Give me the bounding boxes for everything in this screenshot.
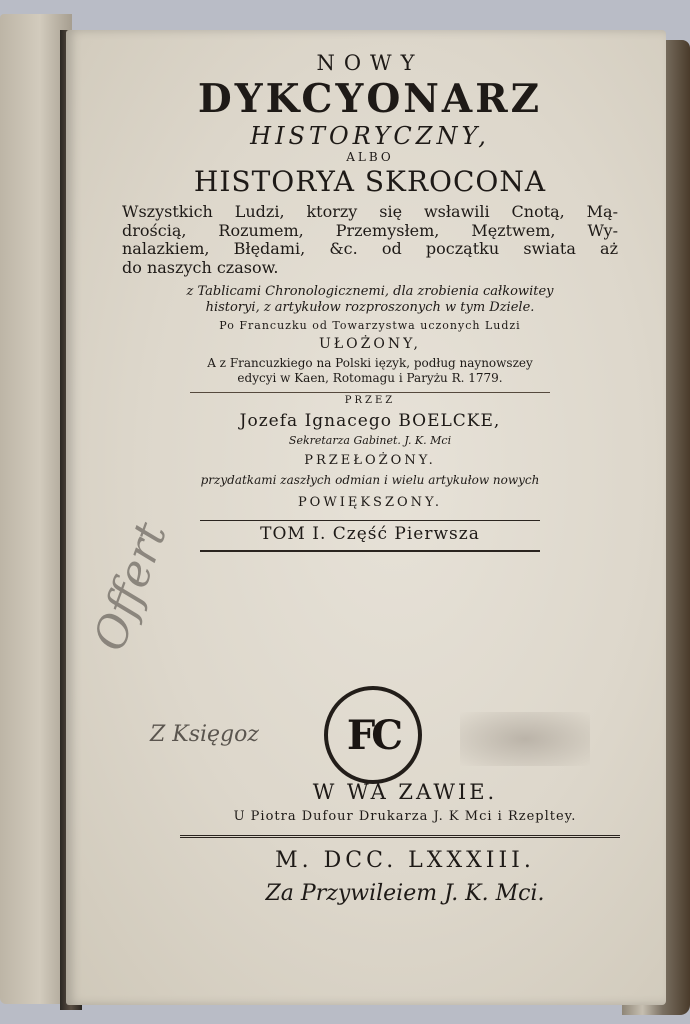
additions-line: przydatkami zaszłych odmian i wielu artykułow nowych [200,473,540,488]
translation-line: A z Francuzkiego na Polski ięzyk, podług naynowszey [207,356,533,371]
tables-note-line: historyi, z artykułow rozproszonych w tym Dziele. [205,299,535,315]
title-block [110,52,630,552]
description-line: Wszystkich Ludzi, ktorzy się wsławili Cnotą, Mą- [122,201,618,221]
przelozony-line: PRZEŁOŻONY. [304,452,436,468]
ornament-rule [180,835,620,844]
title-line-historya: HISTORYA SKROCONA [193,164,547,198]
translation-note [110,356,630,386]
description-line: do naszych czasow. [122,258,279,278]
volume-line: TOM I. Część Pierwsza [260,524,480,545]
imprint [170,780,640,907]
ulozony-line: UŁOŻONY, [319,335,421,352]
description-line: drością, Rozumem, Przemysłem, Męztwem, Wy- [122,220,618,240]
title-line-albo: ALBO [346,150,394,165]
library-stamp: FC [324,686,422,784]
printer-line: U Piotra Dufour Drukarza J. K Mci i Rzepltey. [233,809,577,825]
author-name: Jozefa Ignacego BOELCKE, [239,411,501,432]
description [122,203,618,278]
tables-note [110,284,630,317]
tables-note-line: z Tablicami Chronologicznemi, dla zrobienia całkowitey [186,283,554,299]
volume-box [200,520,540,552]
author-title: Sekretarza Gabinet. J. K. Mci [288,434,452,448]
translation-line: edycyi w Kaen, Rotomagu i Paryżu R. 1779. [237,371,503,386]
handwritten-inscription: Z Księgoz [150,722,259,747]
privilege-line: Za Przywileiem J. K. Mci. [265,881,545,907]
title-line-historyczny: HISTORYCZNY, [250,122,490,151]
title-line-nowy: NOWY [316,51,424,75]
society-line: Po Francuzku od Towarzystwa uczonych Ludzi [219,319,521,333]
side-signature: Offert [84,515,178,658]
city-line: W WA ZAWIE. [312,780,498,804]
title-line-dykcyonarz: DYKCYONARZ [197,75,543,122]
przez-line: PRZEZ [344,395,396,407]
powiekszony-line: POWIĘKSZONY. [297,494,443,510]
divider-rule [190,392,550,393]
ink-smudge [460,712,590,766]
year-line: M. DCC. LXXXIII. [275,848,535,874]
description-line: nalazkiem, Błędami, &c. od początku swiata aż [122,239,618,259]
